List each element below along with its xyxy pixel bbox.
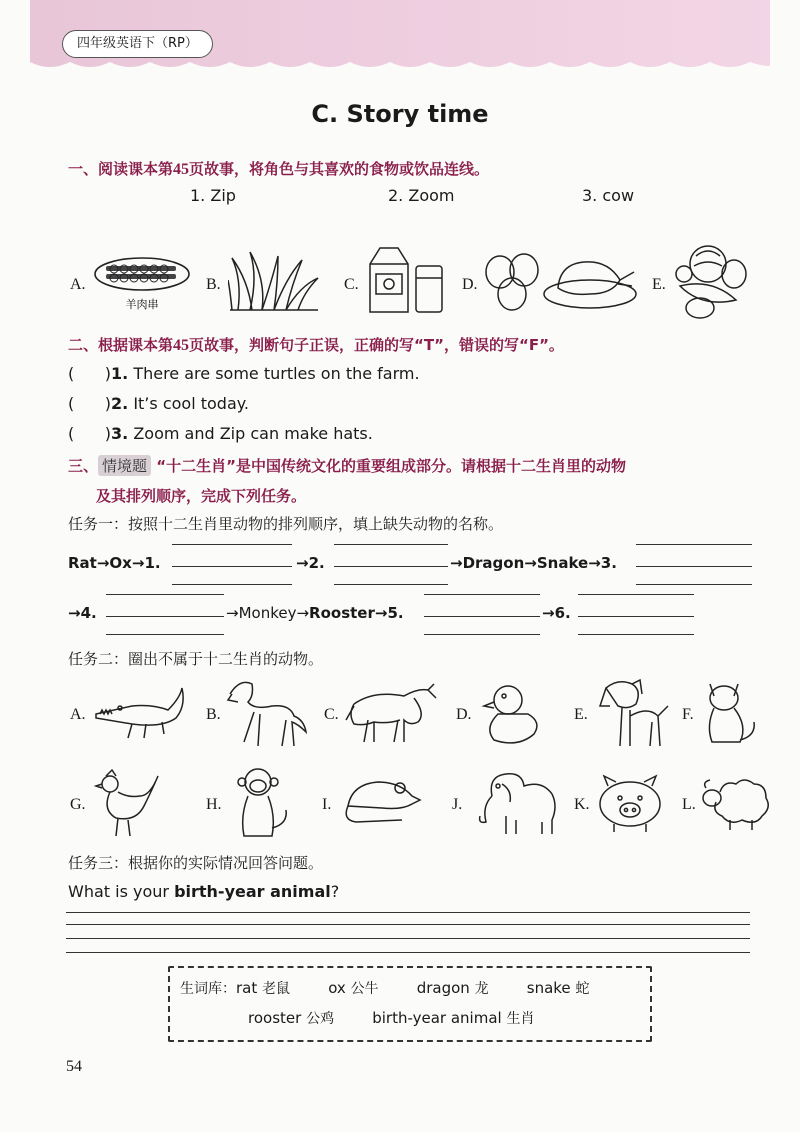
animal-a-label: A.	[70, 706, 86, 723]
task3-instruction: 任务三：根据你的实际情况回答问题。	[68, 854, 324, 872]
eggs-chicken-icon	[480, 250, 640, 312]
word-bank-row-2: rooster 公鸡 birth-year animal 生肖	[248, 1009, 535, 1027]
grass-icon	[228, 250, 320, 312]
answer-line-3[interactable]	[66, 938, 750, 939]
blank-2-label: →2.	[296, 554, 325, 572]
option-a-label: A.	[70, 276, 86, 293]
character-cow: 3. cow	[582, 186, 635, 205]
answer-line-4[interactable]	[66, 952, 750, 953]
dragon-snake-label: →Dragon→Snake→3.	[450, 554, 617, 572]
tf-item-2: ( )2. It’s cool today.	[68, 394, 250, 413]
part3-heading-line1: 三、 情境题 “十二生肖”是中国传统文化的重要组成部分。请根据十二生肖里的动物	[68, 457, 626, 475]
animal-j-label: J.	[452, 796, 463, 813]
animal-k-label: K.	[574, 796, 590, 813]
pig-icon	[594, 772, 666, 834]
kebab-icon	[92, 250, 192, 315]
answer-line-2[interactable]	[66, 924, 750, 925]
animal-d-label: D.	[456, 706, 472, 723]
animal-l-label: L.	[682, 796, 696, 813]
part1-heading: 一、阅读课本第45页故事，将角色与其喜欢的食物或饮品连线。	[68, 160, 490, 178]
tf-item-1: ( )1. There are some turtles on the farm.	[68, 364, 420, 383]
cat-icon	[700, 676, 760, 750]
birth-year-question: What is your birth-year animal?	[68, 882, 340, 901]
word-bank	[168, 966, 652, 1042]
task2-instruction: 任务二：圈出不属于十二生肖的动物。	[68, 650, 324, 668]
word-bank-row-1: 生词库：rat 老鼠 ox 公牛 dragon 龙 snake 蛇	[180, 979, 590, 997]
animal-h-label: H.	[206, 796, 222, 813]
horse-icon	[224, 676, 308, 750]
character-zoom: 2. Zoom	[388, 186, 455, 205]
crocodile-icon	[92, 684, 186, 744]
animal-f-label: F.	[682, 706, 694, 723]
mouse-icon	[342, 770, 422, 830]
ox-icon	[344, 680, 438, 746]
kebab-caption: 羊肉串	[125, 298, 159, 311]
monkey-icon	[228, 766, 294, 840]
task1-instruction: 任务一：按照十二生肖里动物的排列顺序，填上缺失动物的名称。	[68, 515, 504, 533]
elephant-icon	[472, 766, 562, 838]
character-zip: 1. Zip	[190, 186, 236, 205]
vegetables-icon	[672, 242, 752, 322]
monkey-rooster-label: →Monkey→Rooster→5.	[226, 604, 404, 622]
duck-icon	[478, 678, 544, 748]
part2-heading: 二、根据课本第45页故事，判断句子正误，正确的写“T”，错误的写“F”。	[68, 336, 564, 354]
page-number: 54	[66, 1058, 82, 1075]
animal-b-label: B.	[206, 706, 221, 723]
answer-line-1[interactable]	[66, 912, 750, 913]
sheep-icon	[700, 772, 772, 834]
book-tag: 四年级英语下（RP）	[62, 30, 213, 58]
option-e-label: E.	[652, 276, 666, 293]
animal-c-label: C.	[324, 706, 339, 723]
option-c-label: C.	[344, 276, 359, 293]
dog-icon	[596, 676, 670, 750]
part3-heading-line2: 及其排列顺序，完成下列任务。	[96, 487, 307, 505]
animal-e-label: E.	[574, 706, 588, 723]
tf-item-3: ( )3. Zoom and Zip can make hats.	[68, 424, 373, 443]
sequence-row-1: Rat→Ox→1.	[68, 554, 161, 572]
blank-6-label: →6.	[542, 604, 571, 622]
animal-i-label: I.	[322, 796, 332, 813]
animal-g-label: G.	[70, 796, 86, 813]
rooster-icon	[92, 766, 166, 840]
page-title: C. Story time	[311, 100, 489, 128]
milk-icon	[364, 244, 448, 316]
scenario-tag: 情境题	[98, 455, 151, 476]
option-b-label: B.	[206, 276, 221, 293]
blank-4-label: →4.	[68, 604, 97, 622]
option-d-label: D.	[462, 276, 478, 293]
